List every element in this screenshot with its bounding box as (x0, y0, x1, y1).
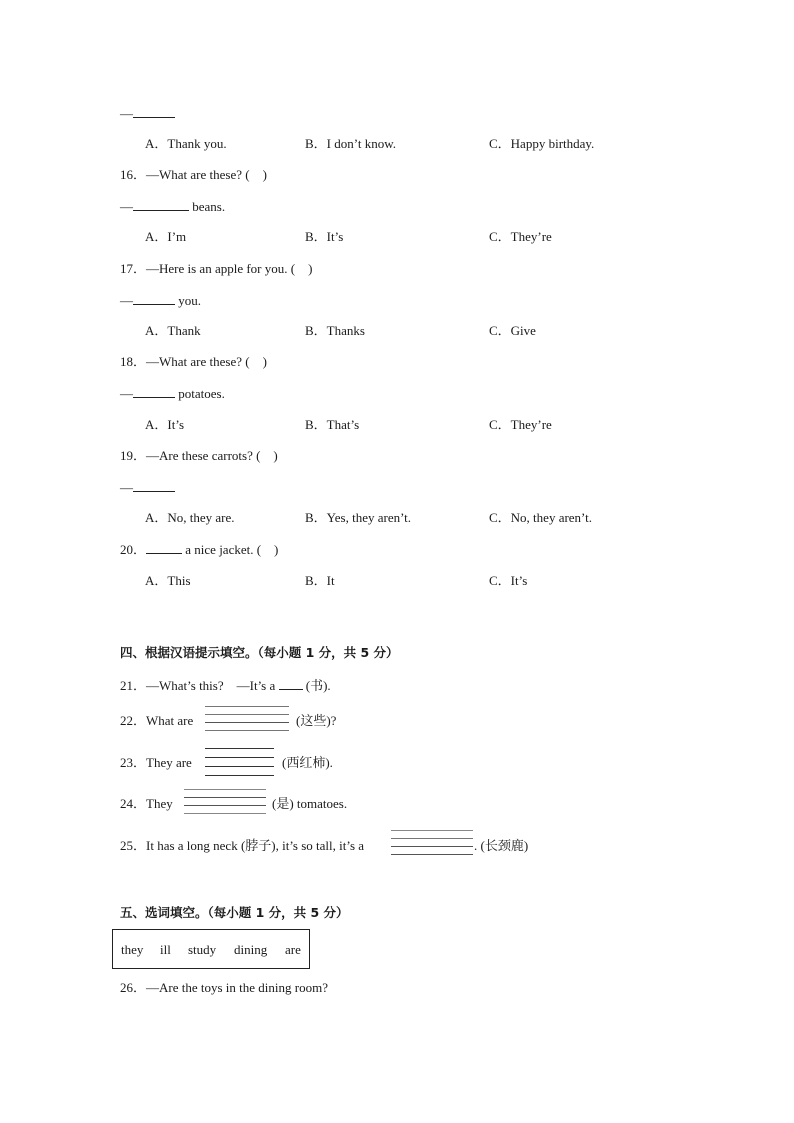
q25-answer-lines[interactable] (391, 830, 473, 856)
q18-question: 18．—What are these? ( ) (120, 354, 267, 369)
q26-question: 26．—Are the toys in the dining room? (120, 980, 328, 995)
q18-option-b[interactable]: B．That’s (305, 417, 360, 432)
q22-hint: (这些)? (296, 713, 337, 728)
q16-question: 16．—What are these? ( ) (120, 167, 267, 182)
word-bank-item[interactable]: are (285, 942, 301, 957)
q17-option-c[interactable]: C．Give (489, 323, 536, 338)
q17-option-b[interactable]: B．Thanks (305, 323, 365, 338)
q19-option-c[interactable]: C．No, they aren’t. (489, 510, 593, 525)
q16-answer-line (120, 198, 225, 215)
q22 (120, 713, 193, 729)
dash: — (120, 106, 133, 121)
answer-blank[interactable] (133, 385, 175, 398)
q22-answer-lines[interactable] (205, 706, 289, 732)
q20-question (120, 541, 278, 558)
q16-option-c[interactable]: C．They’re (489, 229, 552, 244)
q23 (120, 755, 192, 771)
q24-answer-lines[interactable] (184, 789, 266, 815)
dash: — (120, 199, 133, 214)
word-bank-item[interactable]: dining (234, 942, 268, 957)
answer-blank[interactable] (133, 292, 175, 305)
question-text: 25．It has a long neck (脖子), it’s so tall, it’s a (120, 838, 365, 853)
answer-suffix: you. (175, 293, 201, 308)
q25-hint: . (长颈鹿) (474, 838, 529, 853)
q18-option-c[interactable]: C．They’re (489, 417, 552, 432)
q19-option-b[interactable]: B．Yes, they aren’t. (305, 510, 412, 525)
q16-option-a[interactable]: A．I’m (145, 229, 187, 244)
answer-blank[interactable] (133, 198, 189, 211)
q18-option-a[interactable]: A．It’s (145, 417, 185, 432)
dash: — (120, 480, 133, 495)
q15-option-b[interactable]: B．I don’t know. (305, 136, 397, 151)
q15-answer-line (120, 105, 175, 122)
question-text: 24．They (120, 796, 173, 811)
section-5-title: 五、选词填空。（每小题 1 分，共 5 分） (120, 905, 349, 920)
dash: — (120, 386, 133, 401)
dash: — (120, 293, 133, 308)
q16-option-b[interactable]: B．It’s (305, 229, 344, 244)
q20-option-b[interactable]: B．It (305, 573, 335, 588)
word-bank-item[interactable]: they (121, 942, 144, 957)
answer-blank[interactable] (133, 479, 175, 492)
section-4-title: 四、根据汉语提示填空。（每小题 1 分，共 5 分） (120, 645, 399, 660)
q19-option-a[interactable]: A．No, they are. (145, 510, 235, 525)
word-bank-item[interactable]: study (188, 942, 217, 957)
word-bank-item[interactable]: ill (160, 942, 171, 957)
q20-option-c[interactable]: C．It’s (489, 573, 528, 588)
q15-option-a[interactable]: A．Thank you. (145, 136, 227, 151)
q21 (120, 677, 331, 694)
word-bank-box (112, 929, 310, 969)
answer-blank[interactable] (133, 105, 175, 118)
q17-answer-line (120, 292, 201, 309)
q23-answer-lines[interactable] (205, 748, 274, 776)
q17-question: 17．—Here is an apple for you. ( ) (120, 261, 313, 276)
answer-suffix: potatoes. (175, 386, 225, 401)
answer-blank[interactable] (279, 677, 303, 690)
q23-hint: (西红柿). (282, 755, 333, 770)
q24 (120, 796, 173, 812)
answer-suffix: beans. (189, 199, 226, 214)
answer-blank[interactable] (146, 541, 182, 554)
q24-hint: (是) tomatoes. (272, 796, 348, 811)
question-text: 23．They are (120, 755, 192, 770)
question-text: 21．—What’s this? —It’s a (120, 678, 279, 693)
question-number: 20． (120, 542, 147, 557)
q19-question: 19．—Are these carrots? ( ) (120, 448, 278, 463)
q20-option-a[interactable]: A．This (145, 573, 191, 588)
chinese-hint: (书). (305, 678, 331, 693)
question-text: 22．What are (120, 713, 194, 728)
q25 (120, 838, 364, 854)
question-text: a nice jacket. ( ) (182, 542, 279, 557)
q15-option-c[interactable]: C．Happy birthday. (489, 136, 595, 151)
q18-answer-line (120, 385, 225, 402)
q17-option-a[interactable]: A．Thank (145, 323, 201, 338)
q19-answer-line (120, 479, 175, 496)
